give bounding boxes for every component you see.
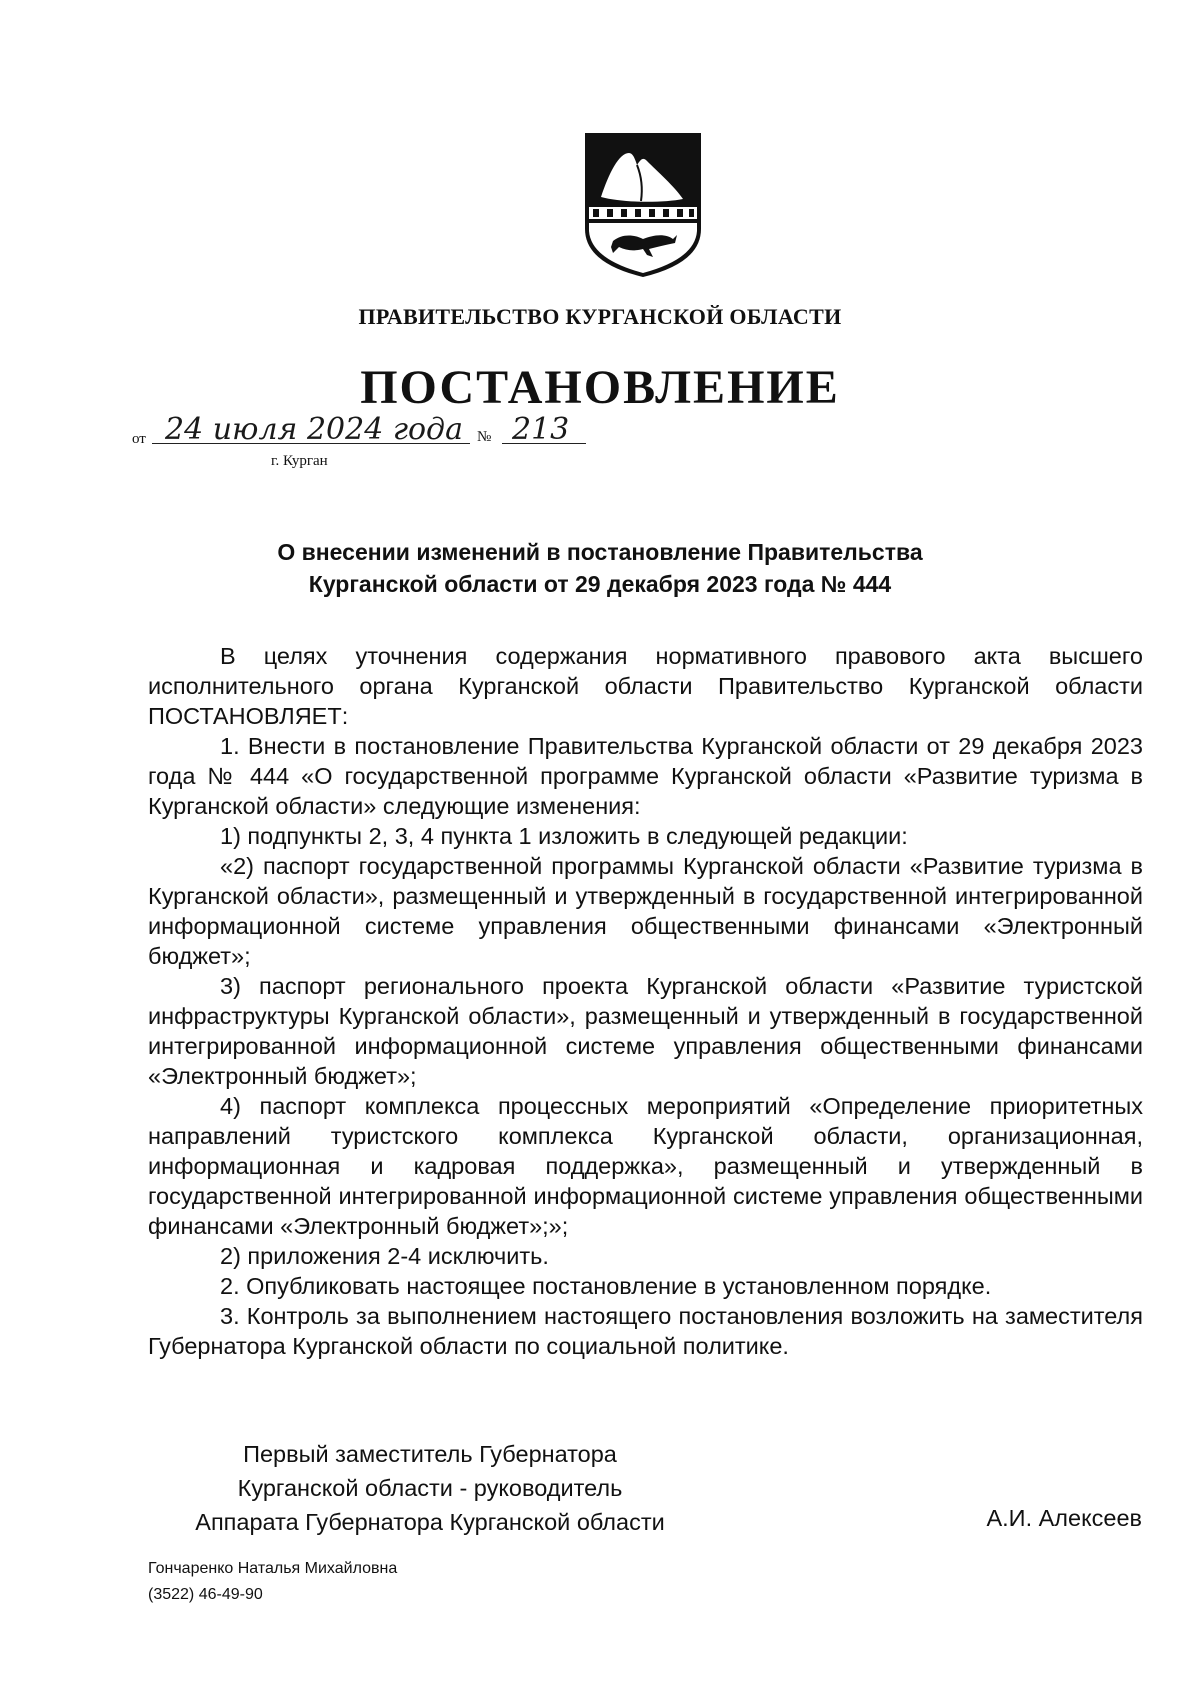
executor-name: Гончаренко Наталья Михайловна xyxy=(148,1560,398,1577)
document-body xyxy=(148,641,1143,1361)
paragraph-subitem-quote-2: «2) паспорт государственной программы Курганской области «Развитие туризма в Курганской области», размещенный и утвержденный в государственной интегрированной информационной системе управления общественными финансами «Электронный бюджет»; xyxy=(148,853,1143,969)
paragraph-item-2: 2. Опубликовать настоящее постановление в установленном порядке. xyxy=(220,1273,992,1299)
from-label: от xyxy=(132,431,146,447)
signatory-position-line-1: Первый заместитель Губернатора xyxy=(243,1441,617,1467)
date-underline xyxy=(152,443,470,444)
signatory-position-line-3: Аппарата Губернатора Курганской области xyxy=(195,1509,665,1535)
document-subject xyxy=(0,536,1200,600)
executor-contact xyxy=(148,1556,397,1608)
number-underline xyxy=(502,443,586,444)
paragraph-subitem-1: 1) подпункты 2, 3, 4 пункта 1 изложить в следующей редакции: xyxy=(220,823,908,849)
handwritten-date: 24 июля 2024 года xyxy=(165,412,463,447)
number-label: № xyxy=(477,429,492,445)
document-type-title: ПОСТАНОВЛЕНИЕ xyxy=(360,361,840,414)
paragraph-subitem-2: 2) приложения 2-4 исключить. xyxy=(220,1243,549,1269)
city-label: г. Курган xyxy=(271,453,328,469)
paragraph-item-3: 3. Контроль за выполнением настоящего постановления возложить на заместителя Губернатора Курганской области по социальной политике. xyxy=(148,1303,1143,1359)
handwritten-number: 213 xyxy=(512,412,570,447)
subject-line-2: Курганской области от 29 декабря 2023 года № 444 xyxy=(308,571,892,597)
government-name: ПРАВИТЕЛЬСТВО КУРГАНСКОЙ ОБЛАСТИ xyxy=(358,304,842,329)
paragraph-subitem-quote-3: 3) паспорт регионального проекта Курганской области «Развитие туристской инфраструктуры Курганской области», размещенный и утвержденный в государственной интегрированной информационной системе управления общественными финансами «Электронный бюджет»; xyxy=(148,973,1143,1089)
paragraph-subitem-quote-4: 4) паспорт комплекса процессных мероприятий «Определение приоритетных направлений туристского комплекса Курганской области, организационная, информационная и кадровая поддержка», размещенный и утвержденный в государственной интегрированной информационной системе управления общественными финансами «Электронный бюджет»;»; xyxy=(148,1093,1143,1239)
coat-of-arms-emblem xyxy=(583,131,703,279)
signatory-position-line-2: Курганской области - руководитель xyxy=(237,1475,623,1501)
signatory-name: А.И. Алексеев xyxy=(986,1505,1142,1531)
paragraph-preamble: В целях уточнения содержания нормативного правового акта высшего исполнительного органа Курганской области Правительство Курганской области ПОСТАНОВЛЯЕТ: xyxy=(148,643,1143,729)
signatory-position xyxy=(150,1437,710,1539)
subject-line-1: О внесении изменений в постановление Правительства xyxy=(277,539,923,565)
paragraph-item-1: 1. Внести в постановление Правительства Курганской области от 29 декабря 2023 года № 444 «О государственной программе Курганской области «Развитие туризма в Курганской области» следующие изменения: xyxy=(148,733,1143,819)
executor-phone: (3522) 46-49-90 xyxy=(148,1586,263,1603)
